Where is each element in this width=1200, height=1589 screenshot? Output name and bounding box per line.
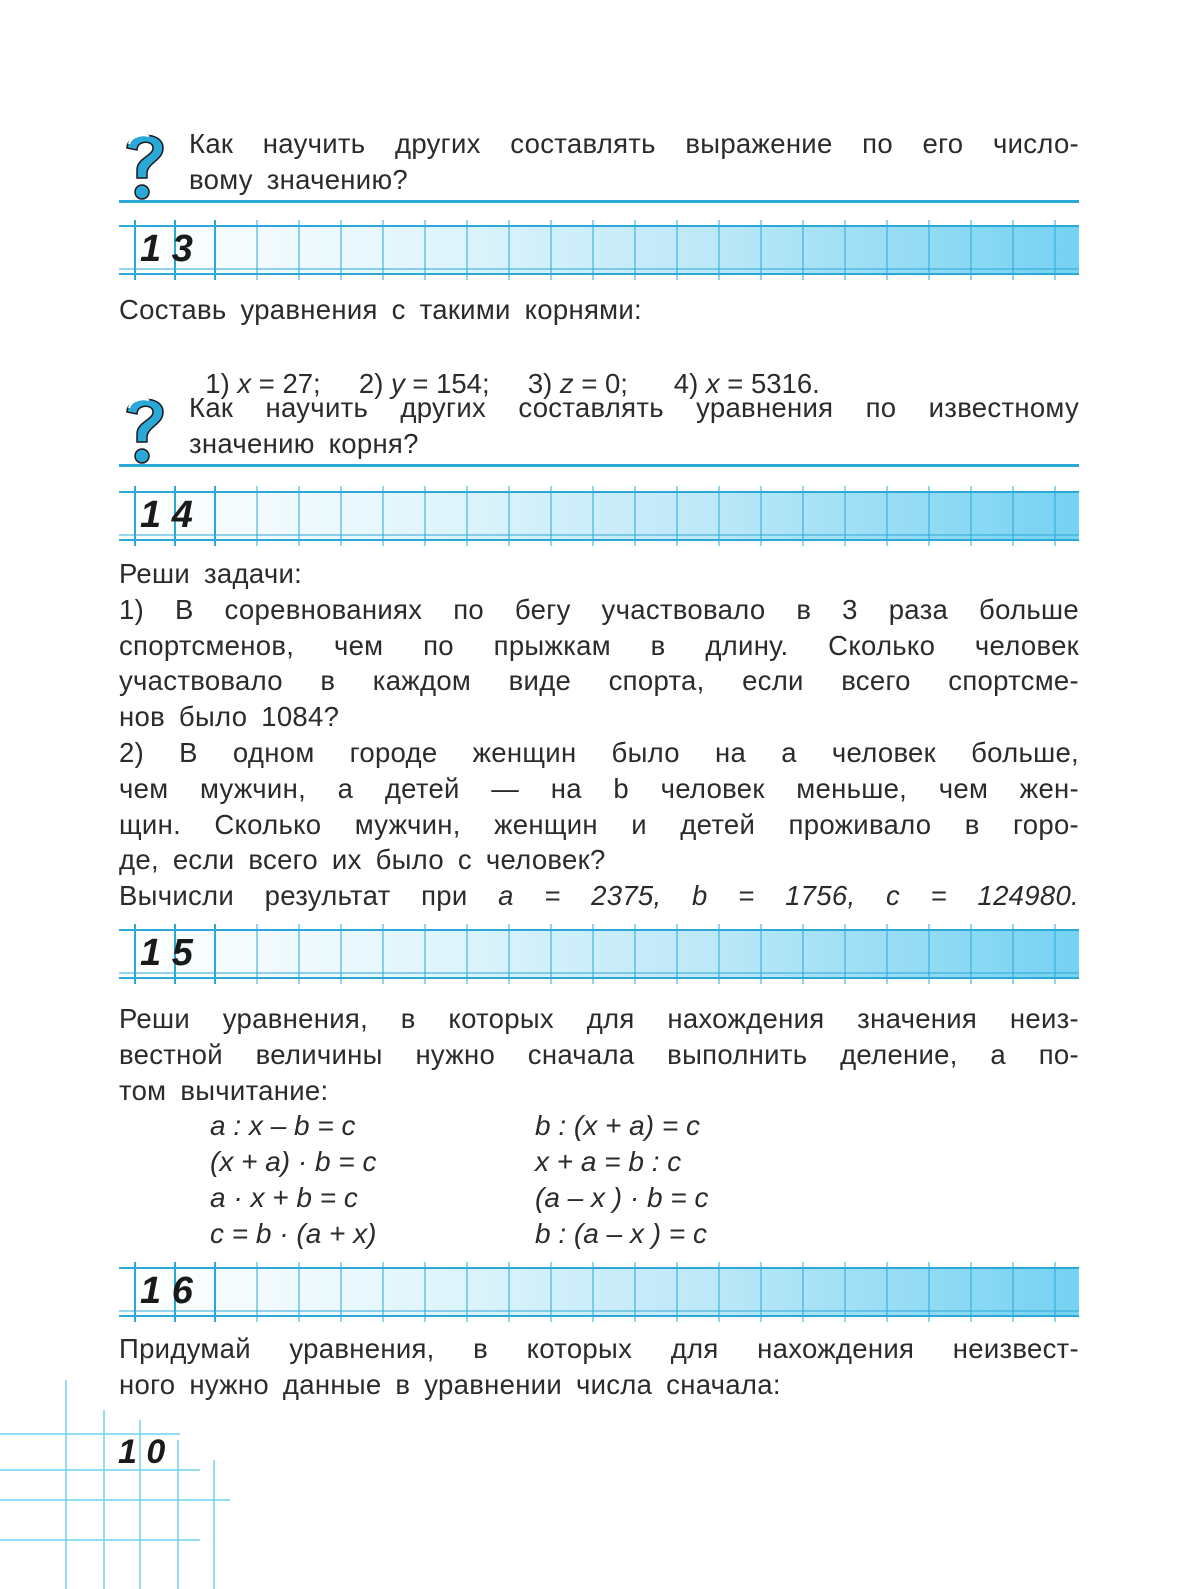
equation: (x + a) · b = c (210, 1146, 377, 1177)
paragraph-line: ного нужно данные в уравнении числа сначала: (119, 1368, 781, 1400)
task-number: 1 5 (140, 932, 193, 974)
paragraph-line: чем мужчин, а детей — на b человек меньше, чем жен- (119, 772, 1079, 804)
task-header-band (119, 220, 1079, 280)
root-item: 3) z = 0; (527, 368, 628, 399)
paragraph-line: спортсменов, чем по прыжкам в длину. Сколько человек (119, 629, 1079, 661)
divider (119, 464, 1079, 467)
equation: (a – x ) · b = c (535, 1182, 709, 1213)
question-line: Как научить других составлять уравнения по известному (189, 392, 1079, 423)
paragraph-line: Составь уравнения с такими корнями: (119, 294, 642, 325)
task-15-text (119, 1001, 1079, 1108)
task-header-band (119, 1262, 1079, 1322)
root-item: 4) x = 5316. (673, 368, 820, 399)
task-number: 1 4 (140, 494, 193, 536)
paragraph-line: Реши уравнения, в которых для нахождения значения неиз- (119, 1003, 1079, 1034)
equation: c = b · (a + x) (210, 1218, 377, 1249)
equation: b : (a – x ) = c (535, 1218, 707, 1249)
equation: x + a = b : c (535, 1146, 682, 1177)
equation: a · x + b = c (210, 1182, 358, 1213)
paragraph-line: Реши задачи: (119, 558, 303, 589)
task-header-band (119, 924, 1079, 984)
task-number: 1 6 (140, 1270, 193, 1312)
root-item: 1) x = 27; (205, 368, 321, 399)
page-corner-grid (0, 1380, 240, 1589)
task-header-band (119, 486, 1079, 546)
question-line: вому значению? (189, 164, 408, 195)
equations-left (210, 1108, 377, 1252)
question-text (189, 126, 1079, 198)
paragraph-line: вестной величины нужно сначала выполнить деление, а по- (119, 1038, 1079, 1070)
paragraph-line: де, если всего их было c человек? (119, 844, 606, 876)
task-13-text (119, 292, 1079, 328)
equation: b : (x + a) = c (535, 1110, 700, 1141)
paragraph-line: нов было 1084? (119, 701, 340, 733)
paragraph-line: 2) В одном городе женщин было на a человек больше, (119, 736, 1079, 768)
question-block-2 (119, 390, 1079, 470)
question-mark-icon (119, 390, 171, 470)
question-mark-icon (119, 126, 171, 206)
question-line: Как научить других составлять выражение по его число- (189, 128, 1079, 159)
paragraph-line: щин. Сколько мужчин, женщин и детей проживало в горо- (119, 808, 1079, 840)
question-text (189, 390, 1079, 462)
equation: a : x – b = c (210, 1110, 356, 1141)
paragraph-line: Придумай уравнения, в которых для нахождения неизвест- (119, 1333, 1079, 1364)
task-14-text (119, 556, 1079, 914)
equations-right (535, 1108, 709, 1252)
question-line: значению корня? (189, 428, 419, 459)
task-16-text (119, 1331, 1079, 1403)
root-item: 2) y = 154; (358, 368, 490, 399)
task-number: 1 3 (140, 228, 193, 270)
paragraph-line: том вычитание: (119, 1074, 329, 1106)
divider (119, 200, 1079, 203)
paragraph-line: участвовало в каждом виде спорта, если всего спортсме- (119, 665, 1079, 697)
calc-line: Вычисли результат при a = 2375, b = 1756, c = 124980. (119, 880, 1079, 912)
page-number: 1 0 (118, 1433, 166, 1471)
paragraph-line: 1) В соревнованиях по бегу участвовало в 3 раза больше (119, 593, 1079, 625)
question-block-1 (119, 126, 1079, 206)
